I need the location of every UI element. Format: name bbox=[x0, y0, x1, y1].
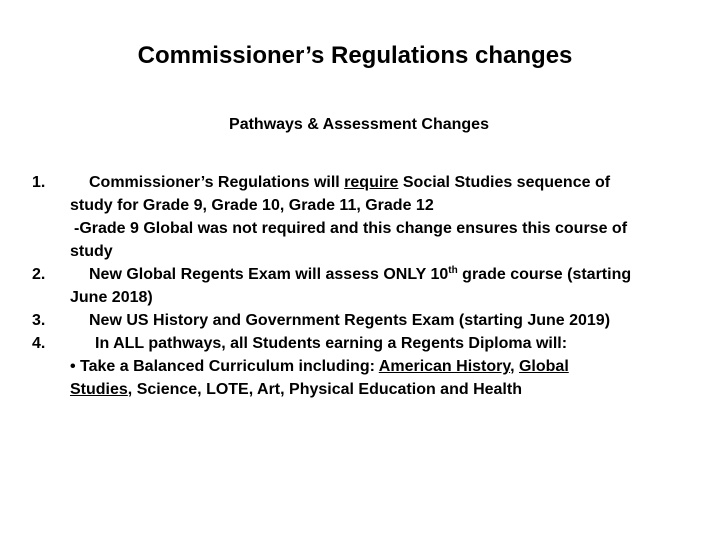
list-item-number: 2. bbox=[32, 266, 46, 283]
page-title: Commissioner’s Regulations changes bbox=[137, 42, 573, 69]
underlined-text: require bbox=[344, 174, 399, 191]
text-run: Commissioner’s Regulations will bbox=[89, 174, 345, 191]
list-item-line: In ALL pathways, all Students earning a Regents Diploma will: bbox=[95, 335, 568, 352]
text-run: • Take a Balanced Curriculum including: bbox=[70, 358, 379, 375]
list-item-line bbox=[70, 378, 712, 401]
list-item-line: New US History and Government Regents Exam (starting June 2019) bbox=[89, 312, 611, 329]
list-item-4 bbox=[32, 332, 712, 401]
underlined-text: Global bbox=[518, 358, 569, 375]
superscript-text: th bbox=[448, 265, 458, 276]
list-item-line: study bbox=[70, 243, 113, 260]
text-run: New Global Regents Exam will assess ONLY 10 bbox=[89, 266, 449, 283]
list-item-line bbox=[70, 263, 712, 286]
list-item-1 bbox=[32, 171, 712, 263]
list-item-number: 4. bbox=[32, 335, 46, 352]
list-item-number: 1. bbox=[32, 174, 46, 191]
page-subtitle: Pathways & Assessment Changes bbox=[229, 116, 489, 133]
text-run: grade course (starting bbox=[457, 266, 632, 283]
numbered-list bbox=[32, 171, 712, 401]
list-item-line: June 2018) bbox=[70, 289, 153, 306]
list-item-3 bbox=[32, 309, 712, 332]
list-item-line: study for Grade 9, Grade 10, Grade 11, Grade 12 bbox=[70, 197, 434, 214]
underlined-text: American History bbox=[378, 358, 511, 375]
list-item-number: 3. bbox=[32, 312, 46, 329]
underlined-text: Studies bbox=[70, 381, 128, 398]
list-item-line: -Grade 9 Global was not required and this change ensures this course of bbox=[74, 220, 628, 237]
list-item-line bbox=[70, 171, 712, 194]
text-run: Social Studies sequence of bbox=[398, 174, 611, 191]
text-run: , bbox=[510, 358, 519, 375]
text-run: , Science, LOTE, Art, Physical Education and Health bbox=[127, 381, 522, 398]
list-item-2 bbox=[32, 263, 712, 309]
list-item-line bbox=[70, 355, 712, 378]
